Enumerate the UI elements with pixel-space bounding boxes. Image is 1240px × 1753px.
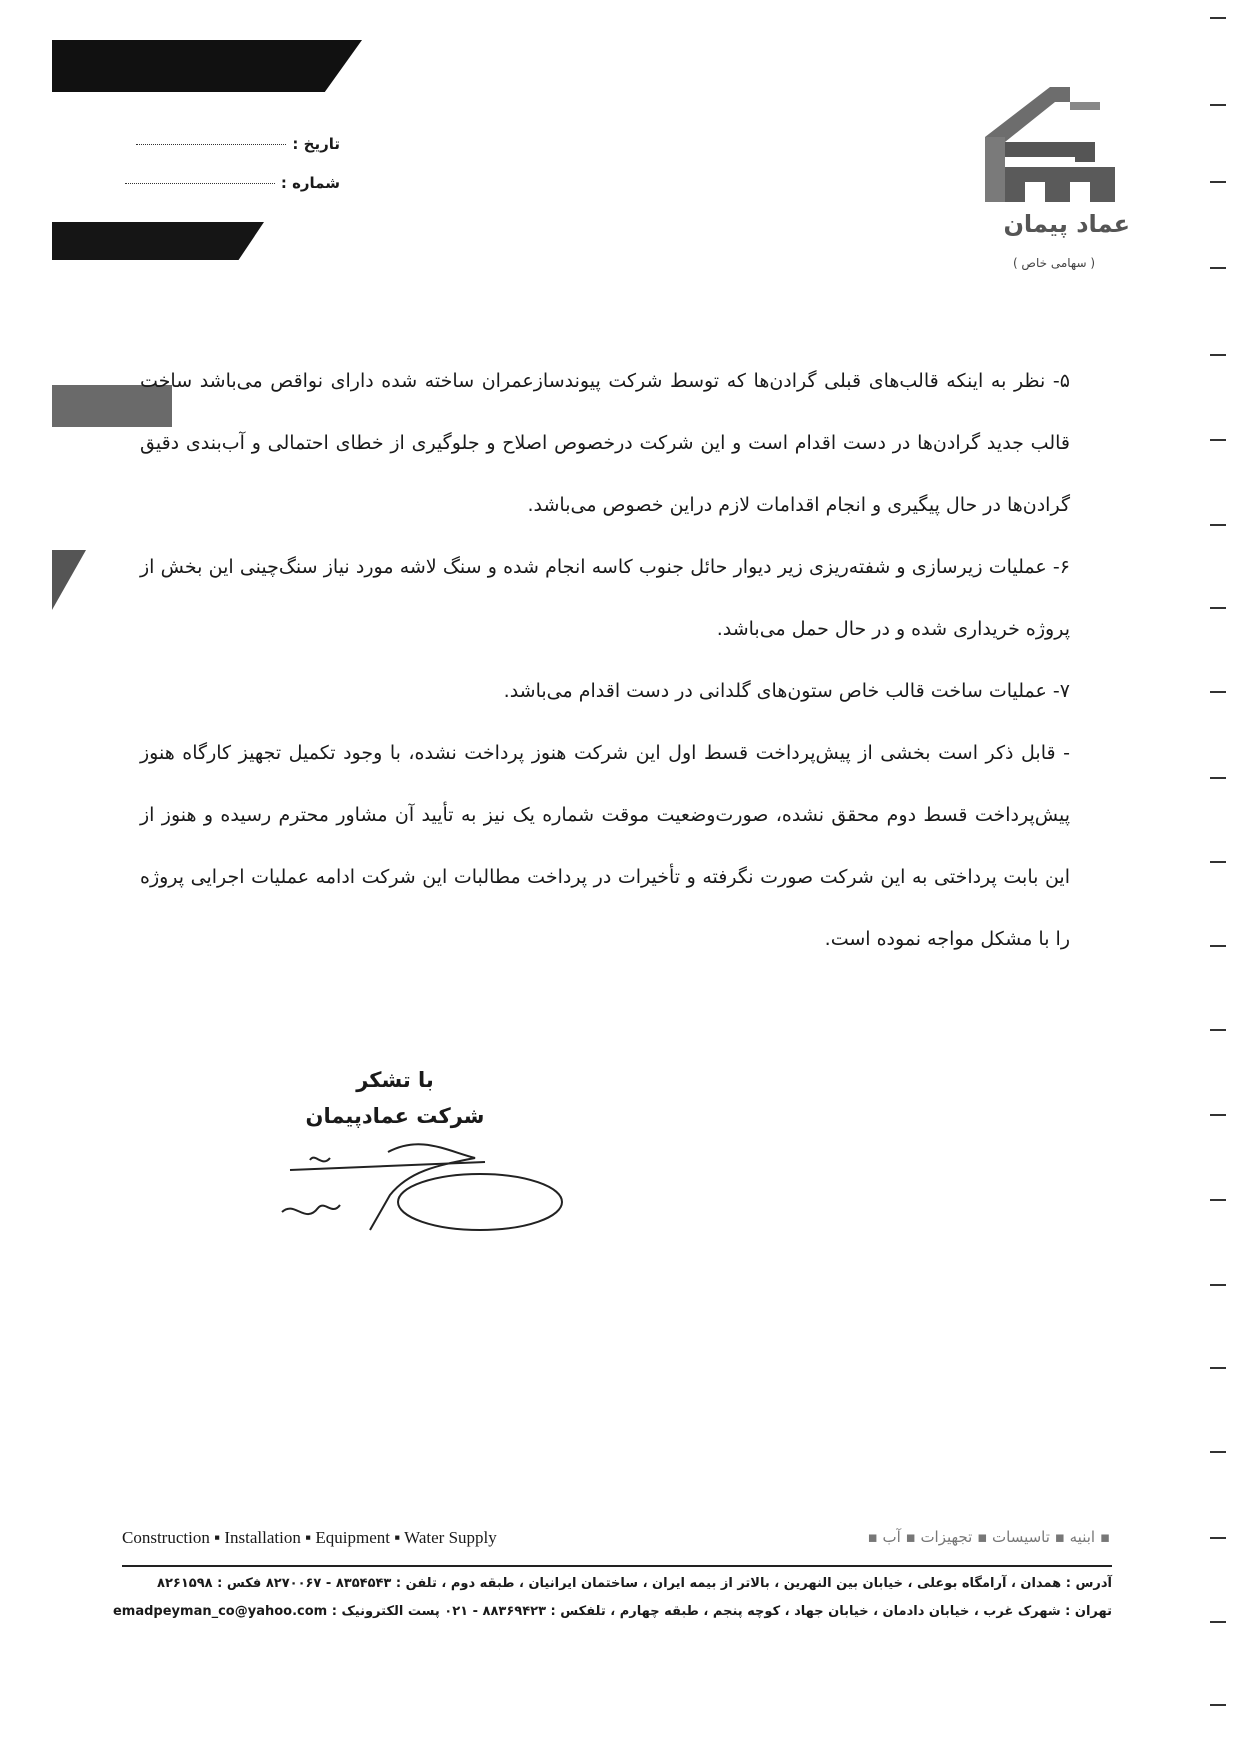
paragraph-7 [140, 660, 1070, 722]
redaction-bar [52, 40, 362, 92]
scan-artifact [52, 550, 86, 610]
company-logo-icon [975, 82, 1135, 207]
number-label: شماره : [280, 174, 340, 192]
footer-divider [122, 1565, 1112, 1567]
closing-block [295, 1062, 495, 1134]
paragraph-text: عملیات زیرسازی و شفته‌ریزی زیر دیوار حائل جنوب کاسه انجام شده و سنگ لاشه مورد نیاز سنگ‌چینی این بخش از پروژه خریداری شده و در حال حمل می‌باشد. [140, 556, 1070, 640]
paragraph-number: - [1063, 742, 1070, 764]
paragraph-text: نظر به اینکه قالب‌های قبلی گرادن‌ها که توسط شرکت پیوندسازعمران ساخته شده دارای نواقص می‌باشد ساخت قالب جدید گرادن‌ها در دست اقدام است و این شرکت درخصوص اصلاح و جلوگیری از خطای احتمالی و آب‌بندی دقیق گرادن‌ها در حال پیگیری و انجام اقدامات لازم دراین خصوص می‌باشد. [140, 370, 1070, 516]
closing-company: شرکت عمادپیمان [305, 1104, 485, 1128]
signature-icon [270, 1130, 590, 1260]
footer-services-english: Construction ▪ Installation ▪ Equipment ▪ Water Supply [122, 1528, 497, 1547]
number-dotted-line [125, 183, 275, 184]
paragraph-note [140, 722, 1070, 970]
paragraph-number: ۷- [1052, 680, 1070, 702]
letter-body [140, 350, 1070, 970]
paragraph-number: ۶- [1052, 556, 1070, 578]
paragraph-text: قابل ذکر است بخشی از پیش‌پرداخت قسط اول این شرکت هنوز پرداخت نشده، با وجود تکمیل تجهیز کارگاه هنوز پیش‌پرداخت قسط دوم محقق نشده، صورت‌وضعیت موقت شماره یک نیز به تأیید آن مشاور محترم رسیده و هنوز از این بابت پرداختی به این شرکت صورت نگرفته و تأخیرات در پرداخت مطالبات این شرکت ادامه عملیات اجرایی پروژه را با مشکل مواجه نموده است. [140, 742, 1070, 950]
date-field [136, 135, 340, 153]
paragraph-5 [140, 350, 1070, 536]
footer-address-tehran: تهران : شهرک غرب ، خیابان دادمان ، خیابان جهاد ، کوچه پنجم ، طبقه چهارم ، تلفکس : ۸۸۳۶۹۴۲۳ - ۰۲۱ پست الکترونیک : emadpeyman_co@yahoo.com [112, 1604, 1112, 1619]
footer-services-persian: ▪ ابنیه ▪ تاسیسات ▪ تجهیزات ▪ آب ▪ [867, 1528, 1110, 1546]
paragraph-6 [140, 536, 1070, 660]
number-field [125, 174, 340, 192]
logo-subtitle: ( سهامی خاص ) [1012, 256, 1095, 270]
redaction-bar [52, 222, 264, 260]
logo-name: عماد پیمان [1003, 210, 1130, 238]
paragraph-text: عملیات ساخت قالب خاص ستون‌های گلدانی در دست اقدام می‌باشد. [503, 680, 1047, 702]
footer-address-hamedan: آدرس : همدان ، آرامگاه بوعلی ، خیابان بین النهرین ، بالاتر از بیمه ایران ، ساختمان ایرانیان ، طبقه دوم ، تلفن : ۸۳۵۴۵۴۳ - ۸۲۷۰۰۶۷ فکس : ۸۲۶۱۵۹۸ [157, 1576, 1112, 1591]
date-dotted-line [136, 144, 286, 145]
date-label: تاریخ : [292, 135, 340, 153]
paragraph-number: ۵- [1052, 370, 1070, 392]
closing-thanks: با تشکر [356, 1068, 434, 1092]
scan-edge-marks [1208, 0, 1228, 1753]
